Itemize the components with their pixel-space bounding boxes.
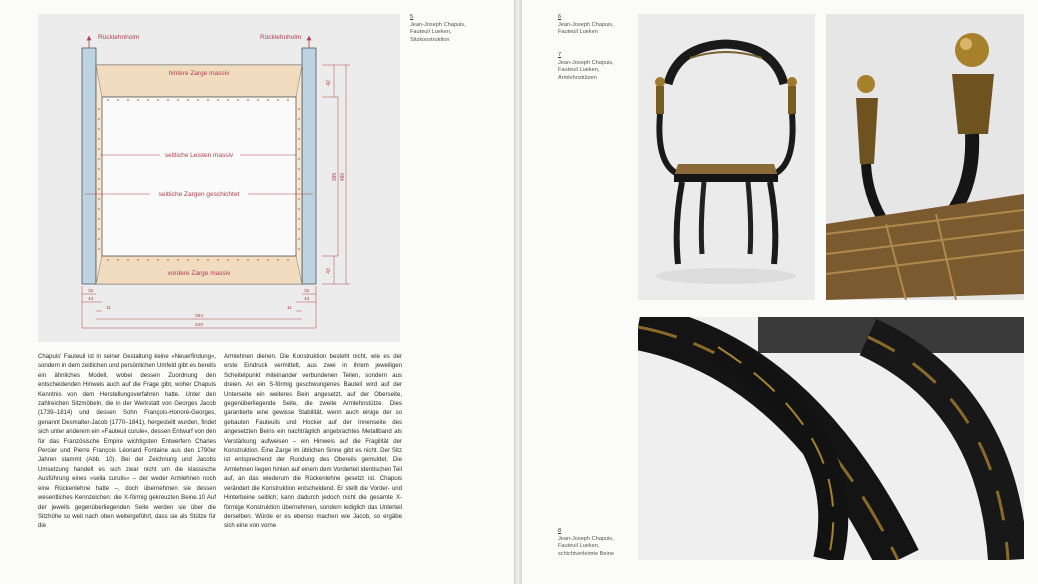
dim-right-bottom: 43 — [326, 268, 332, 274]
dim-right-32: 32 — [304, 289, 310, 294]
label-backrest-left: Rücklehnholm — [98, 34, 140, 41]
label-backrest-right: Rücklehnholm — [260, 34, 302, 41]
label-front-rail: vordere Zarge massiv — [167, 270, 231, 277]
caption-5 — [410, 14, 480, 44]
seat-frame-drawing — [38, 14, 400, 342]
book-gutter — [514, 0, 522, 584]
dim-width-inner: 354 — [194, 314, 204, 319]
dim-right-top: 42 — [326, 80, 332, 86]
caption-5-number: 5 — [410, 14, 414, 20]
label-side-slats: seitliche Leisten massiv — [164, 152, 234, 159]
dim-right-11: 11 — [287, 306, 292, 311]
caption-5-text: Jean-Joseph Chapuis, Fauteuil Lueken, Sitzkonstruktion — [410, 21, 466, 43]
dim-right-inner: 395 — [332, 172, 338, 182]
caption-7-text: Jean-Joseph Chapuis, Fauteuil Lueken, Armlehnstützen — [558, 59, 614, 81]
dim-width-outer: 440 — [194, 323, 204, 328]
dim-left-11: 11 — [106, 306, 111, 311]
left-page — [0, 0, 514, 584]
caption-8 — [558, 528, 628, 558]
dim-right-outer: 480 — [340, 172, 346, 182]
caption-7-number: 7 — [558, 52, 562, 58]
photo-armrest-detail — [826, 14, 1024, 300]
right-page — [522, 0, 1038, 584]
seat-opening — [102, 97, 296, 256]
photo-chair-full — [638, 14, 815, 300]
caption-8-number: 8 — [558, 528, 562, 534]
caption-7 — [558, 52, 628, 82]
caption-6-number: 6 — [558, 14, 562, 20]
body-text-column-2: Armlehnen dienen. Die Konstruktion besteht nicht, wie es der erste Eindruck vermittelt, aus zwei in ihrem jeweiligen Scheitelpunkt miteinander verbundenen Teilen, sondern aus dreien. An ein S-förmig geschwungenes Bauteil wird auf der Unterseite ein weiteres Bein angesetzt, auf der Oberseite, gegenüberliegende Seite, die zweite Armlehnstütze. Dies garantierte eine gewisse Stabilität, wenn auch einige der so gebauten Fauteuils und Hocker auf der Innenseite des angesetzten Beins ein nachträglich angebrachtes Metallband als Verstärkung aufweisen – ein Hinweis auf die Fragilität der Konstruktion. Eine Zarge im üblichen Sinne gibt es nicht. Der Sitz ist entsprechend der Rundung des Obereils gemuldet. Die Armlehnen liegen hinten auf einem dem Vorderteil identischen Teil auf, an das wiederum die Rückenlehne gesetzt ist. Chapuis verändert die Konstruktion entscheidend. Er stellt die Vorder- und Hinterbeine seitlich; kann dadurch jedoch nicht die gesamte X-förmige Konstruktion übernehmen, sondern lediglich das Unterteil derselben. Würde er es ebenso machen wie Jacob, so ergäbe sich eine von vorne — [224, 354, 402, 530]
right-backrest-post — [302, 48, 316, 284]
photo-legs-closeup — [638, 317, 1024, 560]
left-backrest-post — [82, 48, 96, 284]
label-rear-rail: hintere Zarge massiv — [168, 70, 230, 77]
caption-6 — [558, 14, 628, 37]
caption-6-text: Jean-Joseph Chapuis, Fauteuil Lueken — [558, 21, 614, 35]
dim-left-43: 43 — [88, 297, 94, 302]
dim-left-32: 32 — [88, 289, 94, 294]
label-side-rails: seitliche Zargen geschichtet — [158, 191, 240, 198]
caption-8-text: Jean-Joseph Chapuis, Fauteuil Lueken, schichtverleimte Beine — [558, 535, 614, 557]
bottom-dimensions — [82, 286, 316, 328]
dim-right-43: 43 — [304, 297, 310, 302]
body-text-column-1: Chapuis' Fauteuil ist in seiner Gestaltung keine »Neuerfindung«, sondern in dem zeitlichen und persönlichen Umfeld gibt es bereits ein ähnliches Modell, wobei dessen Zuordnung den entscheidenden Hinweis auch auf die Frage gibt, woher Chapuis Kenntnis von dem Herstellungsverfahren hatte. Unter den zahlreichen Sitzmöbeln, die in der Werkstatt von Georges Jacob (1739–1814) und dessen Sohn François-Honoré-Georges, genannt Desmalter-Jacob (1770–1841), hergestellt wurden, findet sich unter anderem ein »Fauteuil curule«, dessen Entwurf von den für das Französische Empire wichtigsten Entwerfern Charles Percier und Pierre François Léonard Fontaine aus den 1790er Jahren stammt (Abb. 10). Bei der Zeichnung und Jacobs Umsetzung handelt es sich zwar nicht um die klassische Ausführung eines »sella curulis« – der weder Armlehnen noch eine Rückenlehne hatte –, doch übernehmen sie dessen wesentliches Kennzeichen: die X-förmig gekreuzten Beine.10 Auf der jeweils gegenüberliegenden Seite werden sie über die Sitzhöhe so weit nach oben weitergeführt, dass sie als Stütze für die — [38, 354, 216, 530]
construction-diagram — [38, 14, 400, 342]
